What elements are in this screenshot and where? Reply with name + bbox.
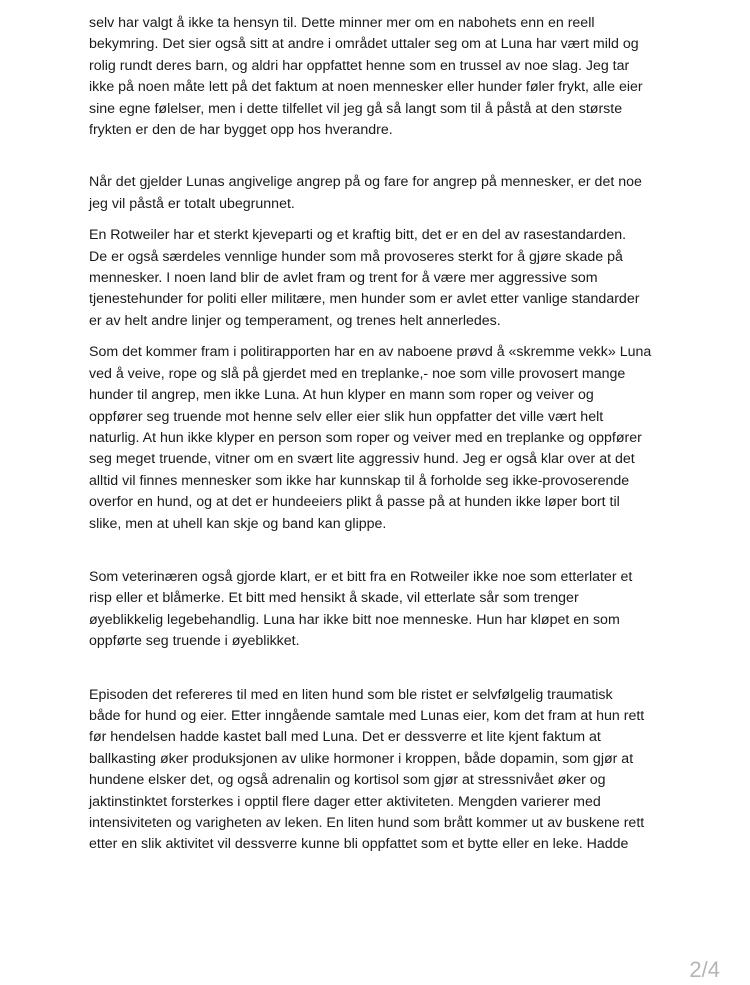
page-number-indicator: 2/4 bbox=[689, 957, 720, 982]
text-line: bekymring. Det sier også sitt at andre i området uttaler seg om at Luna har vært mild og bbox=[89, 36, 639, 53]
paragraph-spacer bbox=[89, 332, 669, 342]
text-line: øyeblikkelig legebehandlig. Luna har ikke bitt noe menneske. Hun har kløpet en som bbox=[89, 611, 620, 628]
paragraph-6 bbox=[89, 685, 669, 856]
text-line: ved å veive, rope og slå på gjerdet med en treplanke,- noe som ville provosert mange bbox=[89, 365, 626, 382]
text-line: før hendelsen hadde kastet ball med Luna. Det er dessverre et lite kjent faktum at bbox=[89, 729, 601, 746]
text-line: overfor en hund, og at det er hundeeiers plikt å passe på at hunden ikke løper bort til bbox=[89, 494, 620, 511]
paragraph-spacer bbox=[89, 535, 669, 567]
text-line: mennesker. I noen land blir de avlet fram og trent for å være mer aggressive som bbox=[89, 270, 598, 287]
text-line: er av helt andre linjer og temperament, og trenes helt annerledes. bbox=[89, 312, 501, 329]
text-line: ikke på noen måte lett på det faktum at noen mennesker eller hunder føler frykt, alle eier bbox=[89, 79, 643, 96]
paragraph-3 bbox=[89, 225, 669, 332]
paragraph-spacer bbox=[89, 141, 669, 172]
text-line: jeg vil påstå er totalt ubegrunnet. bbox=[89, 195, 295, 212]
text-line: De er også særdeles vennlige hunder som må provoseres sterkt for å gjøre skade på bbox=[89, 248, 623, 265]
paragraph-2 bbox=[89, 172, 669, 215]
text-line: frykten er den de har bygget opp hos hverandre. bbox=[89, 122, 393, 139]
text-line: Episoden det refereres til med en liten hund som ble ristet er selvfølgelig traumatisk bbox=[89, 686, 613, 703]
text-line: hundene elsker det, og også adrenalin og kortisol som gjør at stressnivået øker og bbox=[89, 772, 606, 789]
text-line: jaktinstinktet forsterkes i opptil flere dager etter aktiviteten. Mengden varierer med bbox=[89, 793, 601, 810]
text-line: rolig rundt deres barn, og aldri har oppfattet henne som en trussel av noe slag. Jeg tar bbox=[89, 57, 630, 74]
paragraph-5 bbox=[89, 567, 669, 653]
text-line: sine egne følelser, men i dette tilfellet vil jeg gå så langt som til å påstå at den største bbox=[89, 100, 623, 117]
text-line: både for hund og eier. Etter inngående samtale med Lunas eier, kom det fram at hun rett bbox=[89, 707, 645, 724]
text-line: oppfører seg truende mot henne selv eller eier slik hun oppfatter det ville vært helt bbox=[89, 408, 604, 425]
text-line: Som det kommer fram i politirapporten har en av naboene prøvd å «skremme vekk» Luna bbox=[89, 344, 652, 361]
text-line: seg meget truende, vitner om en svært lite aggressiv hund. Jeg er også klar over at det bbox=[89, 451, 635, 468]
paragraph-1 bbox=[89, 13, 669, 141]
text-line: intensiviteten og varigheten av leken. En liten hund som brått kommer ut av buskene rett bbox=[89, 815, 645, 831]
text-line: ballkasting øker produksjonen av ulike hormoner i kroppen, både dopamin, som gjør at bbox=[89, 750, 634, 767]
text-line: etter en slik aktivitet vil dessverre kunne bli oppfattet som et bytte eller en leke. Hadde bbox=[89, 836, 629, 853]
paragraph-4 bbox=[89, 342, 669, 535]
text-line: naturlig. At hun ikke klyper en person som roper og veiver med en treplanke og oppfører bbox=[89, 429, 642, 446]
text-line: Når det gjelder Lunas angivelige angrep på og fare for angrep på mennesker, er det noe bbox=[89, 174, 642, 191]
text-line: alltid vil finnes mennesker som ikke har kunnskap til å forholde seg ikke-provoserende bbox=[89, 472, 630, 489]
paragraph-spacer bbox=[89, 215, 669, 225]
document-body bbox=[89, 13, 669, 856]
text-line: En Rotweiler har et sterkt kjeveparti og et kraftig bitt, det er en del av rasestandarden. bbox=[89, 227, 627, 244]
text-line: tjenestehunder for politi eller militære, men hunder som er avlet etter vanlige standarder bbox=[89, 291, 640, 308]
text-line: hunder til angrep, men ikke Luna. At hun klyper en mann som roper og veiver og bbox=[89, 387, 594, 404]
text-line: slike, men at uhell kan skje og band kan glippe. bbox=[89, 515, 387, 532]
text-line: selv har valgt å ikke ta hensyn til. Dette minner mer om en nabohets enn en reell bbox=[89, 15, 595, 31]
text-line: risp eller et blåmerke. Et bitt med hensikt å skade, vil etterlate sår som trenger bbox=[89, 590, 579, 607]
text-line: Som veterinæren også gjorde klart, er et bitt fra en Rotweiler ikke noe som etterlater et bbox=[89, 568, 633, 585]
text-line: oppførte seg truende i øyeblikket. bbox=[89, 633, 300, 650]
paragraph-spacer bbox=[89, 653, 669, 685]
